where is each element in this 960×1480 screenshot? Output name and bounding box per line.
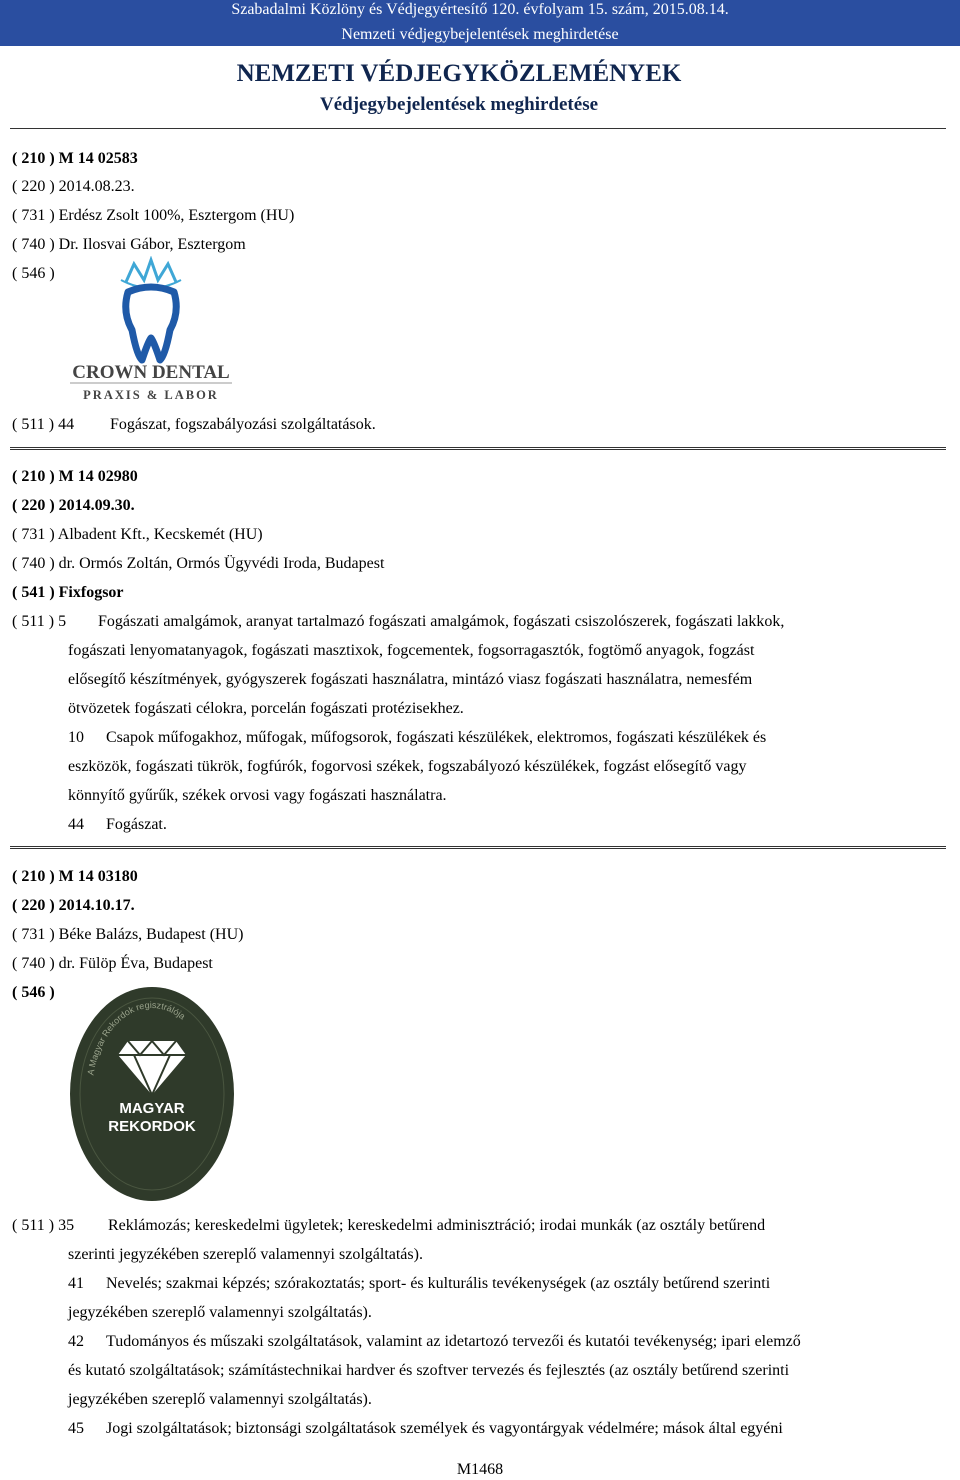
entry-divider [10, 447, 946, 450]
entry2-511-label: ( 511 ) 5 [12, 613, 67, 630]
entry2-c10-line1: 10 Csapok műfogakhoz, műfogak, műfogsorok, fogászati készülékek, elektromos, fogászati készülékek és [68, 729, 767, 746]
entry3-220: ( 220 ) 2014.10.17. [12, 897, 135, 914]
entry2-c10-line3: könnyítő gyűrűk, székek orvosi vagy fogászati használatra. [68, 787, 447, 804]
logo-line1: MAGYAR [119, 1100, 185, 1117]
entry2-c5-line1: Fogászati amalgámok, aranyat tartalmazó fogászati amalgámok, fogászati csiszolószerek, fogászati lakkok, [98, 613, 785, 630]
diamond-seal-icon [68, 985, 236, 1203]
entry2-c5-line4: ötvözetek fogászati célokra, porcelán fogászati protézisekhez. [68, 700, 464, 717]
entry2-220: ( 220 ) 2014.09.30. [12, 497, 135, 514]
entry1-511-text: Fogászat, fogszabályozási szolgáltatások. [110, 416, 376, 433]
entry1-511 [12, 415, 74, 435]
entry3-c41-line1: 41 Nevelés; szakmai képzés; szórakoztatás; sport- és kulturális tevékenységek (az osztály betűrend szerinti [68, 1275, 771, 1292]
entry3-740: ( 740 ) dr. Fülöp Éva, Budapest [12, 955, 213, 972]
tooth-crown-icon [66, 256, 236, 406]
journal-header [0, 0, 960, 46]
entry1-220: ( 220 ) 2014.08.23. [12, 178, 135, 195]
entry3-c42-line3: jegyzékében szereplő valamennyi szolgáltatás). [68, 1391, 372, 1408]
page-number: M1468 [456, 1461, 504, 1478]
magyar-rekordok-logo [68, 985, 236, 1203]
entry3-210: ( 210 ) M 14 03180 [12, 868, 138, 885]
entry2-731: ( 731 ) Albadent Kft., Kecskemét (HU) [12, 526, 263, 543]
entry2-541: ( 541 ) Fixfogsor [12, 584, 124, 601]
journal-issue-line: Szabadalmi Közlöny és Védjegyértesítő 120. évfolyam 15. szám, 2015.08.14. [231, 1, 729, 18]
entry1-731: ( 731 ) Erdész Zsolt 100%, Esztergom (HU) [12, 207, 295, 224]
entry3-c45-line1: 45 Jogi szolgáltatások; biztonsági szolgáltatások személyek és vagyontárgyak védelmére; mások által egyéni [68, 1420, 783, 1437]
entry3-c35-line1: Reklámozás; kereskedelmi ügyletek; kereskedelmi adminisztráció; irodai munkák (az osztály betűrend [108, 1217, 766, 1234]
section-line: Nemzeti védjegybejelentések meghirdetése [341, 26, 619, 43]
entry1-546: ( 546 ) [12, 265, 55, 282]
entry1-511-label: ( 511 ) 44 [12, 416, 75, 433]
entry3-511-label: ( 511 ) 35 [12, 1217, 75, 1234]
entry3-c42-line1: 42 Tudományos és műszaki szolgáltatások, valamint az idetartozó tervezői és kutatói tevékenység; ipari elemző [68, 1333, 801, 1350]
entry2-740: ( 740 ) dr. Ormós Zoltán, Ormós Ügyvédi Iroda, Budapest [12, 555, 385, 572]
page-title: NEMZETI VÉDJEGYKÖZLEMÉNYEK [236, 60, 682, 87]
entry2-c5-line3: elősegítő készítmények, gyógyszerek fogászati használatra, mintázó viasz fogászati használatra, nemesfém [68, 671, 753, 688]
logo-line2: PRAXIS & LABOR [83, 388, 219, 402]
entry1-210: ( 210 ) M 14 02583 [12, 150, 138, 167]
entry3-546: ( 546 ) [12, 984, 55, 1001]
entry-divider [10, 846, 946, 849]
logo-ring-text: A Magyar Rekordok regisztrálója [85, 999, 188, 1076]
entry2-210: ( 210 ) M 14 02980 [12, 468, 138, 485]
entry3-c35-line2: szerinti jegyzékében szereplő valamennyi szolgáltatás). [68, 1246, 423, 1263]
page-subtitle: Védjegybejelentések meghirdetése [319, 94, 599, 115]
entry2-c5-line2: fogászati lenyomatanyagok, fogászati masztixok, fogcementek, fogsorragasztók, fogtömő anyagok, fogzást [68, 642, 755, 659]
entry3-c41-line2: jegyzékében szereplő valamennyi szolgáltatás). [68, 1304, 372, 1321]
entry3-c42-line2: és kutató szolgáltatások; számítástechnikai hardver és szoftver tervezés és fejlesztés (az osztály betűrend szerinti [68, 1362, 790, 1379]
entry2-c44: 44 Fogászat. [68, 816, 167, 833]
entry3-731: ( 731 ) Béke Balázs, Budapest (HU) [12, 926, 244, 943]
logo-line2: REKORDOK [108, 1118, 196, 1135]
logo-line1: CROWN DENTAL [72, 362, 230, 383]
crown-dental-logo [66, 256, 236, 406]
entry2-c10-line2: eszközök, fogászati tükrök, fogfúrók, fogorvosi székek, fogszabályozó készülékek, fogzást elősegítő vagy [68, 758, 747, 775]
title-divider [10, 128, 946, 129]
entry1-740: ( 740 ) Dr. Ilosvai Gábor, Esztergom [12, 236, 246, 253]
